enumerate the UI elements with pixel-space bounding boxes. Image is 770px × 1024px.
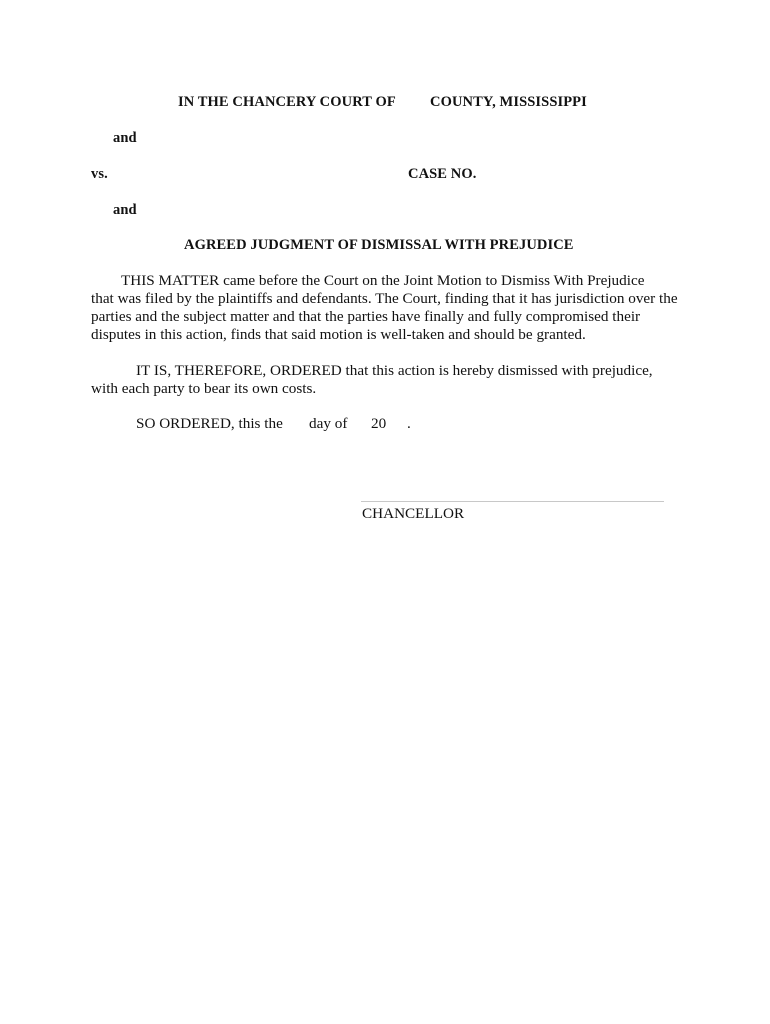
caption-and-2: and bbox=[113, 202, 137, 218]
caption-and-1: and bbox=[113, 130, 137, 146]
so-ordered-period: . bbox=[407, 415, 411, 432]
court-name-prefix: IN THE CHANCERY COURT OF bbox=[178, 94, 396, 110]
court-name-suffix: COUNTY, MISSISSIPPI bbox=[430, 94, 587, 110]
paragraph-line: parties and the subject matter and that the parties have finally and fully compromised their bbox=[91, 308, 641, 325]
so-ordered-year: 20 bbox=[371, 415, 387, 432]
paragraph-line: IT IS, THEREFORE, ORDERED that this action is hereby dismissed with prejudice, bbox=[136, 362, 653, 379]
paragraph-line: that was filed by the plaintiffs and defendants. The Court, finding that it has jurisdiction over the bbox=[91, 290, 678, 307]
paragraph-line: disputes in this action, finds that said motion is well-taken and should be granted. bbox=[91, 326, 586, 343]
signature-line bbox=[361, 501, 664, 502]
so-ordered-day-of: day of bbox=[309, 415, 348, 432]
document-title: AGREED JUDGMENT OF DISMISSAL WITH PREJUDICE bbox=[184, 237, 574, 253]
case-number-label: CASE NO. bbox=[408, 166, 477, 182]
caption-vs: vs. bbox=[91, 166, 108, 182]
paragraph-order bbox=[91, 362, 691, 398]
so-ordered-prefix: SO ORDERED, this the bbox=[136, 415, 283, 432]
chancellor-label: CHANCELLOR bbox=[362, 505, 465, 522]
paragraph-line: THIS MATTER came before the Court on the Joint Motion to Dismiss With Prejudice bbox=[121, 272, 645, 289]
paragraph-findings bbox=[91, 272, 691, 344]
paragraph-line: with each party to bear its own costs. bbox=[91, 380, 317, 397]
